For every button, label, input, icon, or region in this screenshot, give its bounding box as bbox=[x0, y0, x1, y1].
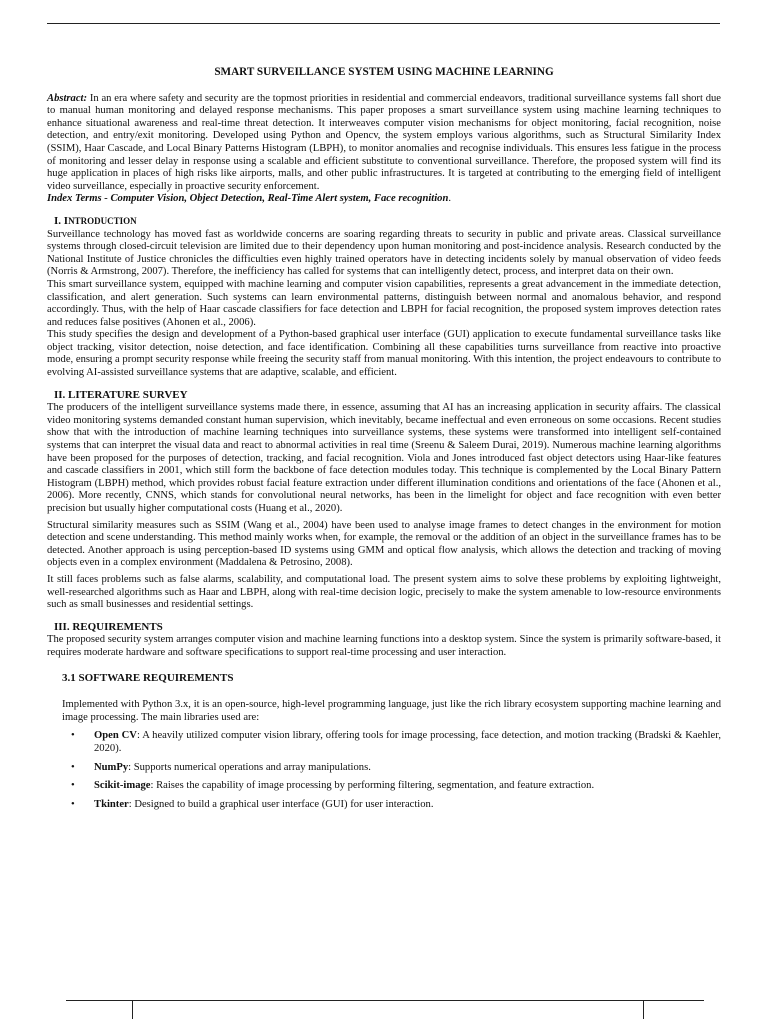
index-terms-period: . bbox=[448, 193, 452, 205]
bullet-icon: • bbox=[71, 761, 75, 773]
section-heading-requirements: III. REQUIREMENTS bbox=[54, 620, 163, 633]
literature-paragraph-3: It still faces problems such as false alarms, scalability, and computational load. The present system aims to solve these problems by exploiting lightweight, well-researched algorithms such as Haar and LBPH, along with real-time decision logic, precisely to make the system amenable to low-resource environments such as small businesses and residential settings. bbox=[47, 573, 721, 611]
subsection-heading-software-requirements: 3.1 SOFTWARE REQUIREMENTS bbox=[62, 671, 234, 684]
abstract-label: Abstract: bbox=[47, 92, 88, 104]
software-requirements-paragraph: Implemented with Python 3.x, it is an open-source, high-level programming language, just like the rich library ecosystem supporting machine learning and image processing. The main libraries used are: bbox=[62, 699, 721, 723]
library-description: : Designed to build a graphical user interface (GUI) for user interaction. bbox=[128, 798, 434, 810]
intro-paragraph-1: Surveillance technology has moved fast as worldwide concerns are soaring regarding threats to security in public and private areas. Classical surveillance systems through closed-circuit television are limited due to their dependency upon human monitoring and post-incidence analysis. Research conducted by the National Institute of Justice chronicles the difficulties even highly trained operators have in detecting incidents solely by manual observation of video feeds (Norris & Armstrong, 2007). Therefore, the inefficiency has called for systems that can intelligently detect, process, and interpret data on their own. bbox=[47, 228, 721, 278]
index-terms bbox=[47, 193, 721, 206]
footer-divider-right bbox=[643, 1001, 644, 1019]
library-description: : A heavily utilized computer vision library, offering tools for image processing, face detection, and motion tracking (Bradski & Kaehler, 2020). bbox=[94, 730, 721, 754]
section-number-1: I. I bbox=[54, 214, 69, 227]
list-item bbox=[71, 761, 721, 775]
section-heading-literature-survey: II. LITERATURE SURVEY bbox=[54, 388, 188, 401]
library-description: : Supports numerical operations and array manipulations. bbox=[128, 761, 371, 773]
library-description: : Raises the capability of image processing by performing filtering, segmentation, and feature extraction. bbox=[150, 780, 595, 792]
abstract-text: In an era where safety and security are the topmost priorities in residential and commercial endeavors, traditional surveillance systems fall short due to manual human monitoring and delayed response mechanisms. This paper proposes a smart surveillance system using machine learning techniques to enhance situational awareness and real-time threat detection. It interweaves computer vision mechanisms for object monitoring, facial recognition, noise detection, and entry/exit monitoring. Developed using Python and Opencv, the system employs various algorithms, such as Structural Similarity Index (SSIM), Haar Cascade, and Local Binary Patterns Histogram (LBPH), to monitor anomalies and recognise individuals. This ensures less fatigue in the process of monitoring and lesser delay in response using a scalable and efficient substitute to conventional surveillance. Therefore, the proposed system will find its huge application in places of high risks like airports, malls, and other public infrastructures. It is targeted at contributing to the emerging field of intelligent video surveillance, especially in proactive security enforcement. bbox=[47, 92, 721, 192]
bullet-icon: • bbox=[71, 730, 75, 742]
library-name: Scikit-image bbox=[94, 780, 151, 792]
footer-divider-left bbox=[132, 1001, 133, 1019]
abstract bbox=[47, 93, 721, 194]
list-item bbox=[71, 798, 721, 812]
section-title-introduction: NTRODUCTION bbox=[68, 215, 137, 226]
library-name: Tkinter bbox=[94, 798, 129, 810]
paper-body bbox=[47, 66, 721, 817]
intro-paragraph-3: This study specifies the design and development of a Python-based graphical user interface (GUI) application to execute fundamental surveillance tasks like object tracking, visitor detection, noise detection, and face identification. Combining all these capabilities turns surveillance from reactive into proactive mode, ensuring a prompt security response while freeing the security staff from manual monitoring. With this intention, the project endeavours to contribute to evolving AI-assisted surveillance systems that are adaptive, scalable, and efficient. bbox=[47, 329, 721, 379]
intro-paragraph-2: This smart surveillance system, equipped with machine learning and computer vision capabilities, represents a great advancement in the immediate detection, classification, and alert generation. Such systems can learn environmental patterns, distinguish between normal and anomalous behavior, and respond accordingly. Thus, with the help of Haar cascade classifiers for face detection and LBPH for facial recognition, the proposed system improves detection rates and reduces false positives (Ahonen et al., 2006). bbox=[47, 278, 721, 328]
list-item bbox=[71, 780, 721, 793]
literature-paragraph-1: The producers of the intelligent surveillance systems made there, in essence, assuming that AI has an increasing application in security affairs. The classical video monitoring systems demanded constant human supervision, which inevitably, became ineffectual and even erroneous on some occasions. Recent studies show that with the introduction of machine learning techniques into surveillance systems, these systems were transformed into intelligent self-contained systems that can interpret the visual data and react to abnormal activities in real time (Sreenu & Saleem Durai, 2019). Numerous machine learning algorithms have been proposed for the purposes of detection, tracking, and facial recognition. Viola and Jones introduced fast object detectors using Haar-like features and cascade classifiers in 2001, which still form the backbone of face detection modules today. This technique is complemented by the Local Binary Pattern Histogram (LBPH) method, which provides robust facial feature extraction under different illumination conditions and orientations of the face (Ahonen et al., 2006). More recently, CNNS, which stands for convolutional neural networks, has been in the limelight for object and face recognition with even better precision but usually higher computational costs (Huang et al., 2020). bbox=[47, 402, 721, 514]
literature-paragraph-2: Structural similarity measures such as SSIM (Wang et al., 2004) have been used to analyse image frames to detect changes in the environment for motion detection and scene understanding. This method mainly works when, for example, the removal or the addition of an object in the surveillance frames has to be detected. Another approach is using perception-based ID systems using GMM and optical flow analysis, which allows the detection and tracking of moving objects even in a complex environment (Maddalena & Petrosino, 2008). bbox=[47, 519, 721, 569]
header-rule bbox=[47, 23, 720, 24]
bullet-icon: • bbox=[71, 780, 75, 792]
footer-rule bbox=[66, 1000, 704, 1001]
list-item bbox=[71, 730, 721, 755]
index-terms-text: Index Terms - Computer Vision, Object Detection, Real-Time Alert system, Face recognition bbox=[47, 193, 449, 205]
requirements-paragraph: The proposed security system arranges computer vision and machine learning functions into a desktop system. Since the system is primarily software-based, it requires moderate hardware and software specifications to support real-time processing and user interaction. bbox=[47, 634, 721, 658]
section-heading-introduction bbox=[54, 215, 721, 228]
library-name: Open CV bbox=[94, 730, 137, 742]
paper-title: SMART SURVEILLANCE SYSTEM USING MACHINE LEARNING bbox=[214, 66, 554, 78]
bullet-icon: • bbox=[71, 798, 75, 810]
library-name: NumPy bbox=[94, 761, 129, 773]
library-list bbox=[47, 730, 721, 811]
